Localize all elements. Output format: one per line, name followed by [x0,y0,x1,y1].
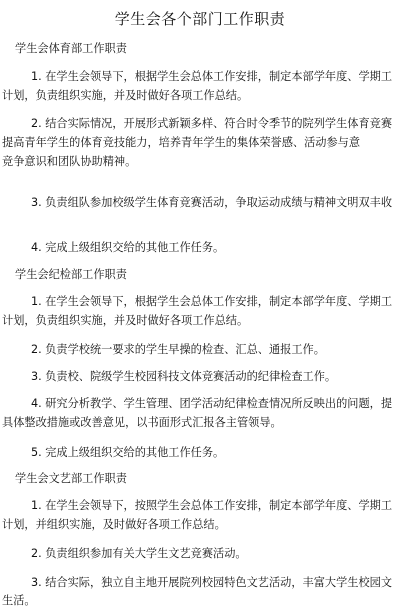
paragraph-line: 5. 完成上级组织交给的其他工作任务。 [31,446,225,459]
paragraph-line: 1. 在学生会领导下，按照学生会总体工作安排，制定本部学年度、学期工 [31,499,393,512]
paragraph-line: 2. 结合实际情况，开展形式新颖多样、符合时令季节的院列学生体育竞赛 [31,117,393,130]
paragraph-line: 3. 结合实际，独立自主地开展院列校园特色文艺活动，丰富大学生校园文 [31,576,393,589]
paragraph-line: 计划，并组织实施，及时做好各项工作总结。 [2,518,226,531]
paragraph-line: 计划，负责组织实施，并及时做好各项工作总结。 [2,314,249,327]
paragraph-line: 生活。 [2,594,36,607]
paragraph-line: 提高青年学生的体育竞技能力，培养青年学生的集体荣誉感、活动参与意 [2,136,361,149]
paragraph-line: 1. 在学生会领导下，根据学生会总体工作安排，制定本部学年度、学期工 [31,295,393,308]
paragraph-line: 4. 研究分析教学、学生管理、团学活动纪律检查情况所反映出的问题，提 [31,397,393,410]
paragraph-line: 3. 负责组队参加校级学生体育竞赛活动，争取运动成绩与精神文明双丰收 [31,196,393,209]
paragraph-line: 4. 完成上级组织交给的其他工作任务。 [31,241,225,254]
page-title: 学生会各个部门工作职责 [114,10,286,28]
paragraph-line: 2. 负责学校统一要求的学生早操的检查、汇总、通报工作。 [31,343,325,356]
section-heading-sports: 学生会体育部工作职责 [15,42,127,55]
paragraph-line: 竞争意识和团队协助精神。 [2,155,137,168]
section-heading-arts: 学生会文艺部工作职责 [15,472,127,485]
paragraph-line: 3. 负责校、院级学生校园科技文体竞赛活动的纪律检查工作。 [31,370,337,383]
section-heading-discipline: 学生会纪检部工作职责 [15,268,127,281]
paragraph-line: 计划，负责组织实施，并及时做好各项工作总结。 [2,89,249,102]
paragraph-line: 具体整改措施或改善意见，以书面形式汇报各主管领导。 [2,416,282,429]
paragraph-line: 1. 在学生会领导下，根据学生会总体工作安排，制定本部学年度、学期工 [31,70,393,83]
paragraph-line: 2. 负责组织参加有关大学生文艺竞赛活动。 [31,547,247,560]
